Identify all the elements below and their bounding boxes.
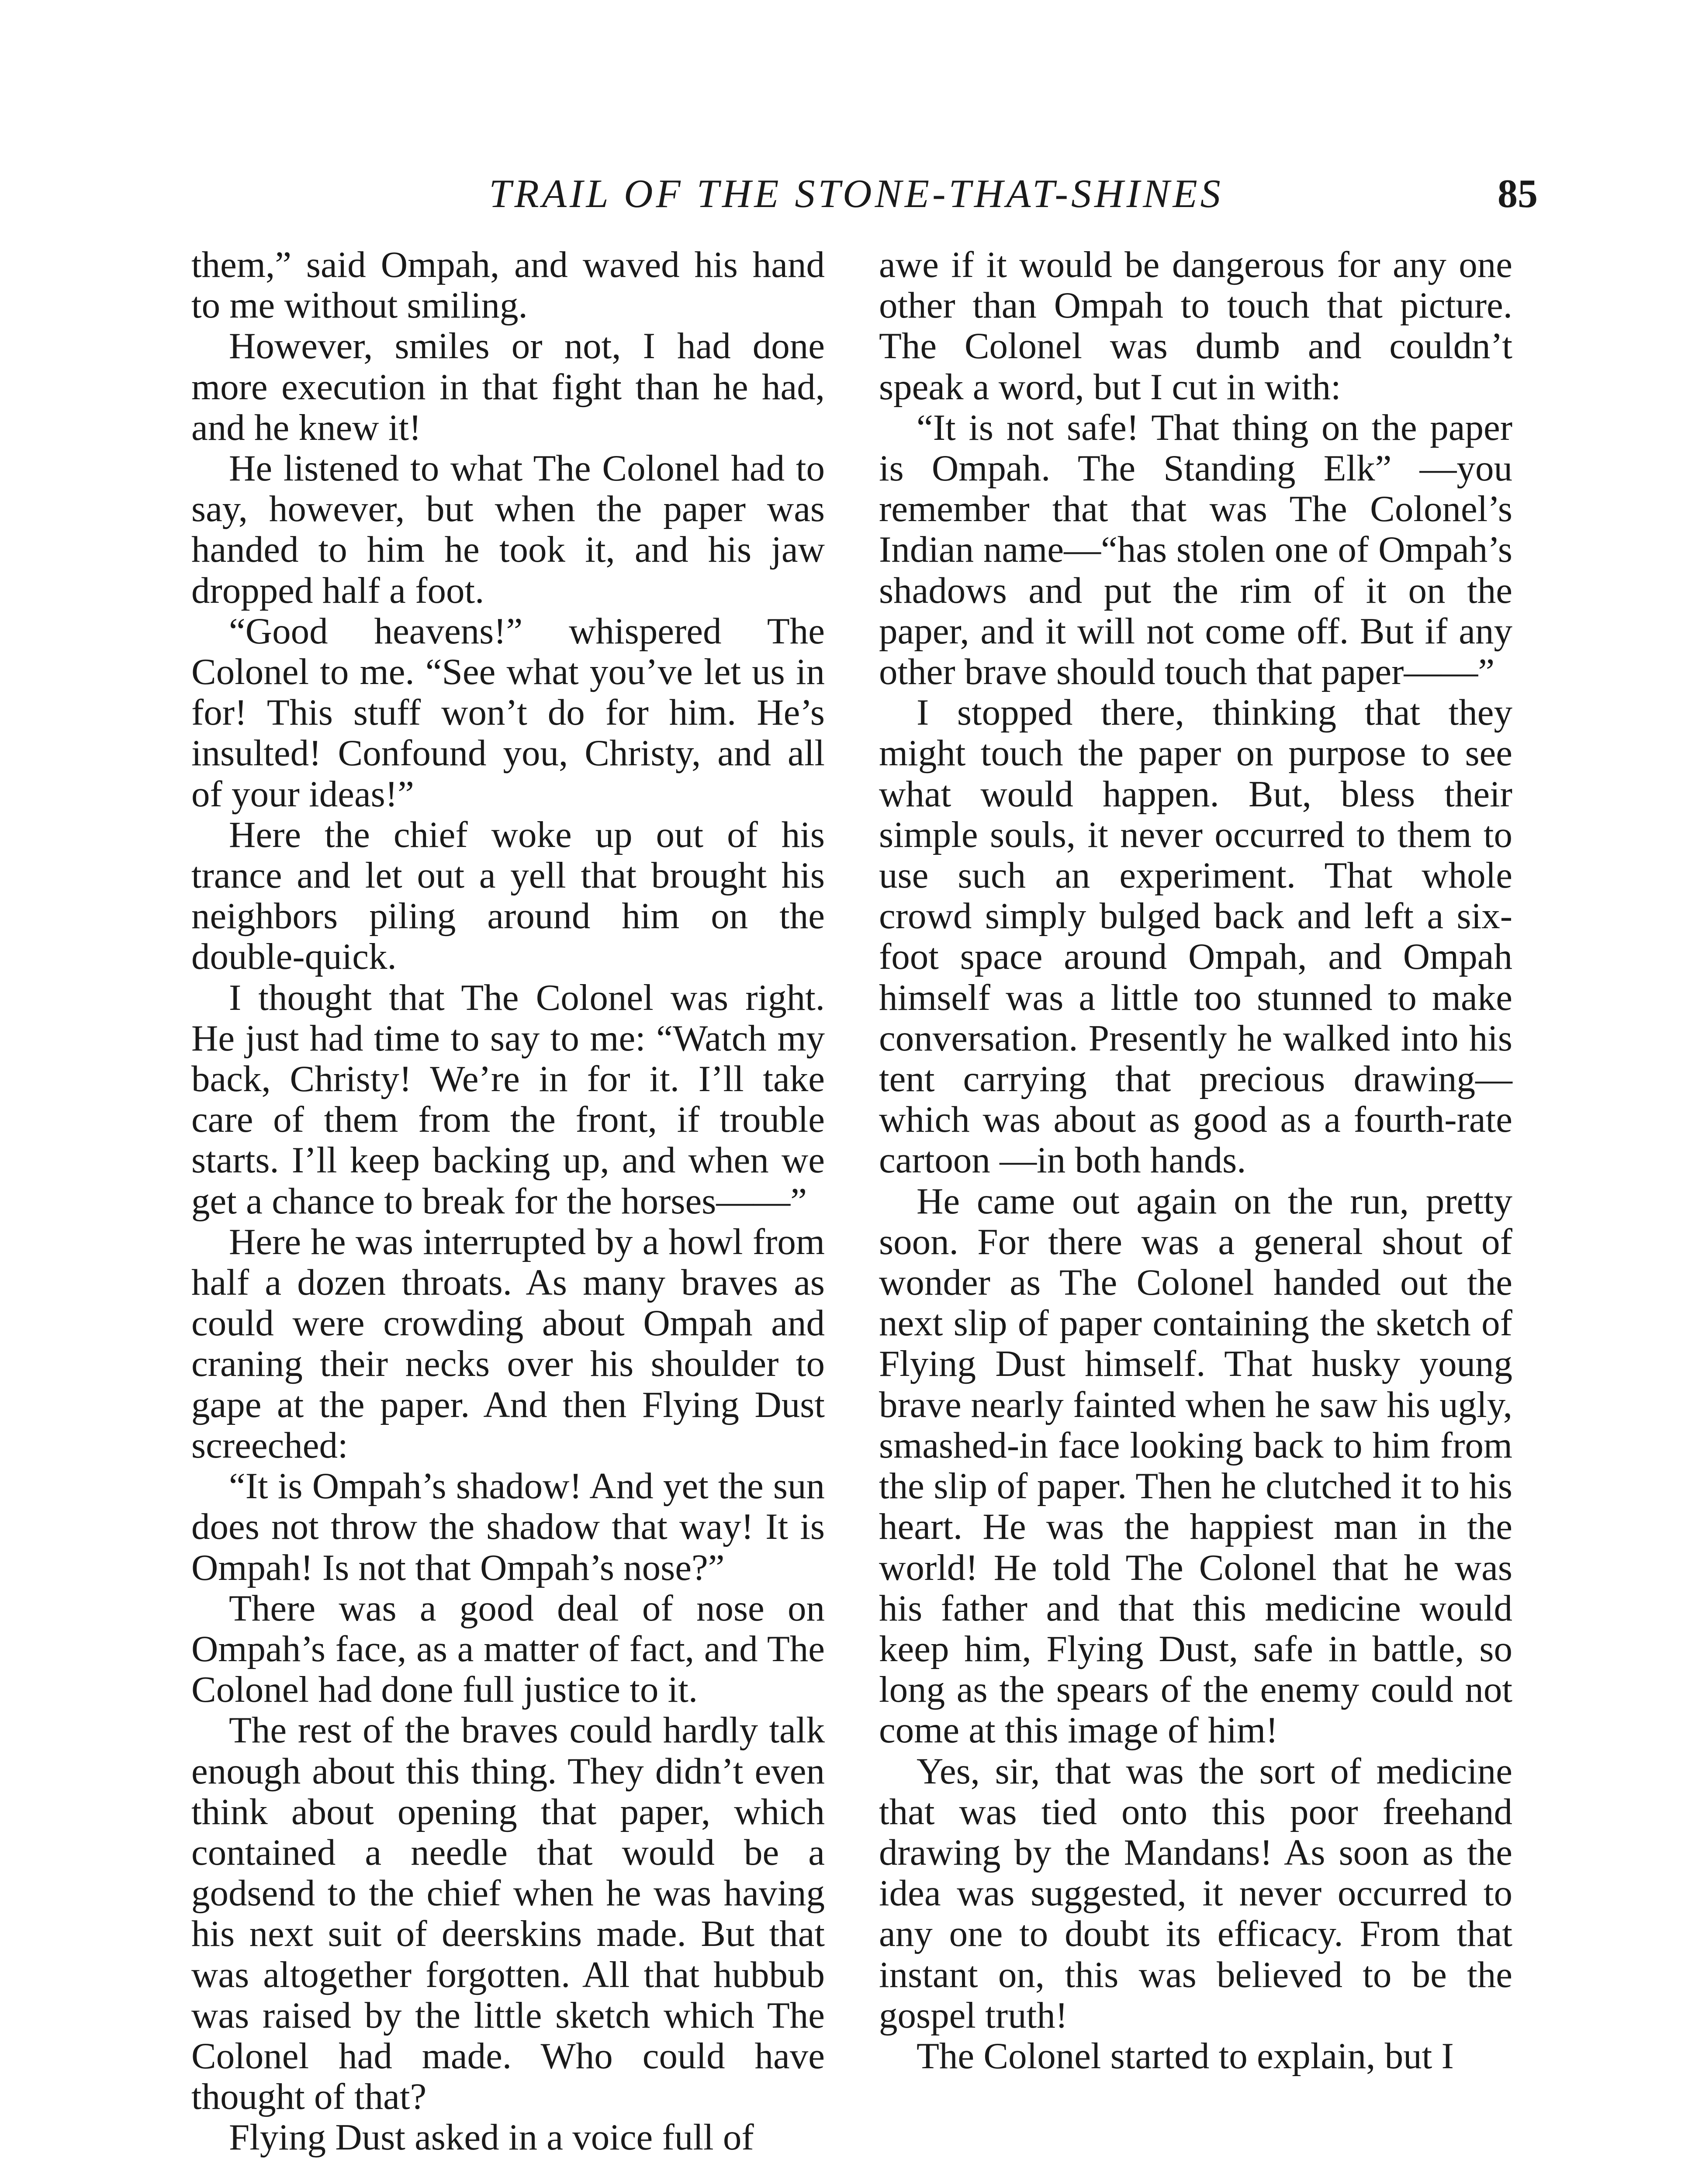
paragraph: “It is not safe! That thing on the paper is Ompah. The Standing Elk” —you remember that that was The Colonel’s Indian name—“has stolen one of Ompah’s shadows and put the rim of it on the paper, and it will not come off. But if any other brave should touch that paper——” xyxy=(879,407,1512,693)
right-column xyxy=(879,245,1512,2077)
running-title: TRAIL OF THE STONE-THAT-SHINES xyxy=(489,171,1224,216)
paragraph: “It is Ompah’s shadow! And yet the sun does not throw the shadow that way! It is Ompah! Is not that Ompah’s nose?” xyxy=(191,1465,825,1588)
paragraph: “Good heavens!” whispered The Colonel to me. “See what you’ve let us in for! This stuff won’t do for him. He’s insulted! Confound you, Christy, and all of your ideas!” xyxy=(191,610,825,815)
paragraph: I thought that The Colonel was right. He just had time to say to me: “Watch my back, Christy! We’re in for it. I’ll take care of them from the front, if trouble starts. I’ll keep backing up, and when we get a chance to break for the horses——” xyxy=(191,977,825,1222)
paragraph: He listened to what The Colonel had to say, however, but when the paper was handed to him he took it, and his jaw dropped half a foot. xyxy=(191,448,825,611)
left-column xyxy=(191,245,825,2158)
paragraph: Flying Dust asked in a voice full of xyxy=(229,2117,754,2158)
paragraph: Yes, sir, that was the sort of medicine that was tied onto this poor freehand drawing by the Mandans! As soon as the idea was suggested, it never occurred to any one to doubt its efficacy. From that instant on, this was believed to be the gospel truth! xyxy=(879,1750,1512,2036)
running-header xyxy=(175,162,1538,232)
paragraph: Here he was interrupted by a howl from half a dozen throats. As many braves as could were crowding about Ompah and craning their necks over his shoulder to gape at the paper. And then Flying Dust screeched: xyxy=(191,1221,825,1466)
paragraph: The Colonel started to explain, but I xyxy=(917,2035,1454,2077)
paragraph: awe if it would be dangerous for any one other than Ompah to touch that picture. The Colonel was dumb and couldn’t speak a word, but I cut in with: xyxy=(879,244,1512,408)
paragraph: However, smiles or not, I had done more execution in that fight than he had, and he knew it! xyxy=(191,325,825,448)
paragraph: them,” said Ompah, and waved his hand to me without smiling. xyxy=(191,244,825,326)
paragraph: I stopped there, thinking that they might touch the paper on purpose to see what would happen. But, bless their simple souls, it never occurred to them to use such an experiment. That whole crowd simply bulged back and left a six-foot space around Ompah, and Ompah himself was a little too stunned to make conversation. Presently he walked into his tent carrying that precious drawing—which was about as good as a fourth-rate cartoon —in both hands. xyxy=(879,692,1512,1181)
paragraph: Here the chief woke up out of his trance and let out a yell that brought his neighbors piling around him on the double-quick. xyxy=(191,814,825,978)
page-number: 85 xyxy=(1498,171,1538,216)
paragraph: There was a good deal of nose on Ompah’s face, as a matter of fact, and The Colonel had done full justice to it. xyxy=(191,1587,825,1711)
paragraph: He came out again on the run, pretty soon. For there was a general shout of wonder as The Colonel handed out the next slip of paper containing the sketch of Flying Dust himself. That husky young brave nearly fainted when he saw his ugly, smashed-in face looking back to him from the slip of paper. Then he clutched it to his heart. He was the happiest man in the world! He told The Colonel that he was his father and that this medicine would keep him, Flying Dust, safe in battle, so long as the spears of the enemy could not come at this image of him! xyxy=(879,1180,1512,1751)
paragraph: The rest of the braves could hardly talk enough about this thing. They didn’t even think about opening that paper, which contained a needle that would be a godsend to the chief when he was having his next suit of deerskins made. But that was altogether forgotten. All that hubbub was raised by the little sketch which The Colonel had made. Who could have thought of that? xyxy=(191,1710,825,2118)
